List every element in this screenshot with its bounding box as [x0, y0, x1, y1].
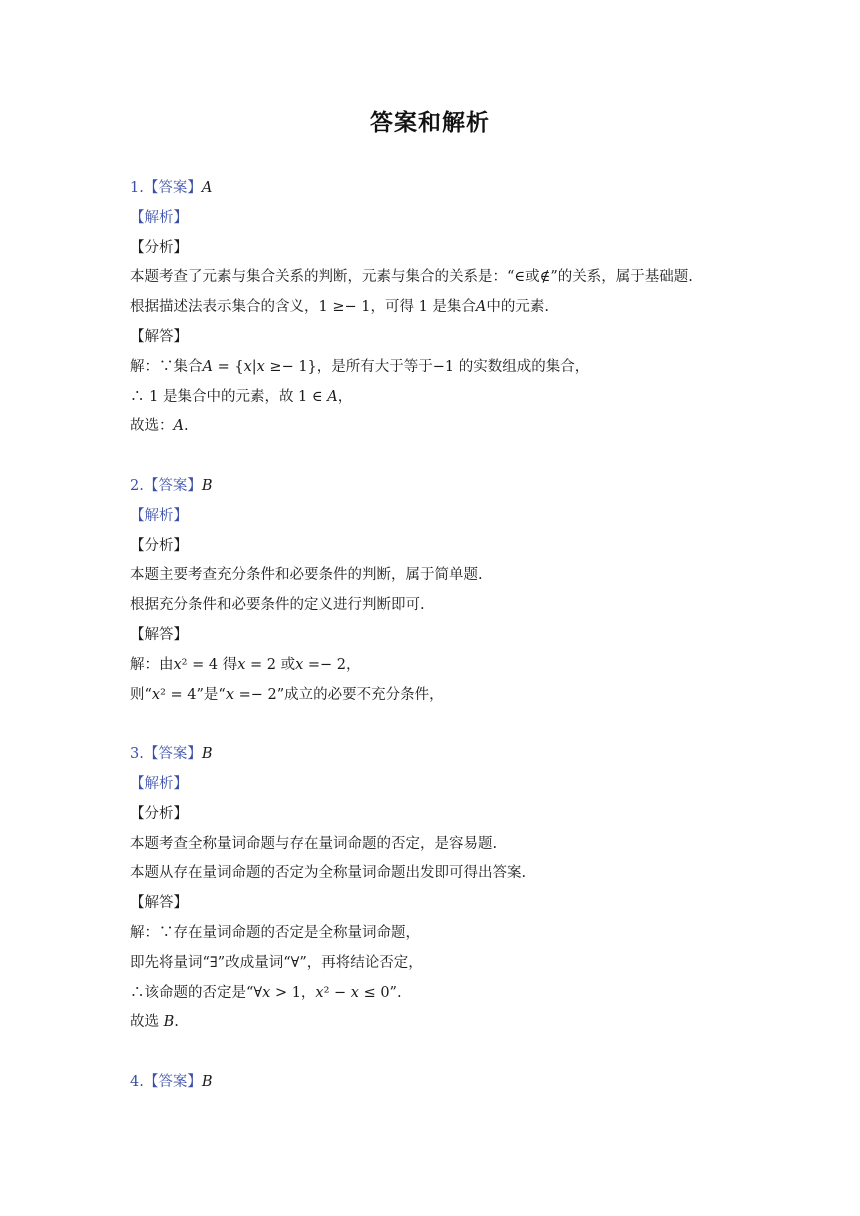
answer-content [130, 174, 750, 1098]
q4-answer-line [130, 1068, 750, 1098]
q3-answer-line [130, 740, 750, 770]
q2-answer-line [130, 472, 750, 502]
q1-answer-value: A [201, 180, 213, 196]
q2-jieda-header: 【解答】 [130, 626, 188, 643]
q3-answer-value: B [201, 746, 213, 763]
q3-fenxi-line: 本题从存在量词命题的否定为全称量词命题出发即可得出答案. [130, 865, 527, 882]
q1-answer-label: 1.【答案】 [130, 180, 202, 196]
q2-answer-label: 2.【答案】 [130, 477, 202, 494]
q1-jieda-header: 【解答】 [130, 328, 188, 345]
spacer [130, 442, 750, 472]
q3-fenxi-header: 【分析】 [130, 805, 188, 822]
q3-jieda-line: 故选 𝐵. [130, 1014, 179, 1031]
q3-jieda-header: 【解答】 [130, 895, 188, 912]
q2-fenxi-line: 本题主要考查充分条件和必要条件的判断，属于简单题. [130, 567, 483, 584]
q1-fenxi-line: 本题考查了元素与集合关系的判断，元素与集合的关系是：“∈或∉”的关系，属于基础题. [130, 269, 693, 286]
q3-jieda-line: 解：∵存在量词命题的否定是全称量词命题， [130, 924, 420, 941]
spacer [130, 710, 750, 740]
q1-answer-line [130, 174, 750, 204]
q1-jieda-line: 故选：𝐴. [130, 418, 189, 435]
q4-answer-value: B [201, 1073, 213, 1090]
q4-answer-label: 4.【答案】 [130, 1073, 202, 1090]
q2-jieda-line: 则“𝑥² = 4”是“𝑥 =− 2”成立的必要不充分条件， [130, 686, 444, 703]
q2-fenxi-line: 根据充分条件和必要条件的定义进行判断即可. [130, 597, 425, 614]
q2-jieda-line: 解：由𝑥² = 4 得𝑥 = 2 或𝑥 =− 2， [130, 656, 361, 673]
q3-jieda-line: 即先将量词“∃”改成量词“∀”，再将结论否定， [130, 954, 423, 971]
q3-jieda-line: ∴该命题的否定是“∀𝑥 > 1，𝑥² − 𝑥 ≤ 0”. [130, 984, 402, 1001]
q1-analysis-header: 【解析】 [130, 209, 188, 226]
q1-jieda-line: ∴ 1 是集合中的元素，故 1 ∈ 𝐴， [130, 388, 353, 405]
q3-answer-label: 3.【答案】 [130, 746, 202, 763]
q2-fenxi-header: 【分析】 [130, 537, 188, 554]
q1-fenxi-header: 【分析】 [130, 239, 188, 256]
q3-analysis-header: 【解析】 [130, 775, 188, 792]
q1-fenxi-line: 根据描述法表示集合的含义，1 ≥− 1，可得 1 是集合𝐴中的元素. [130, 299, 549, 316]
spacer [130, 1038, 750, 1068]
q2-answer-value: B [201, 477, 213, 494]
q1-jieda-line: 解：∵集合𝐴 = {𝑥|𝑥 ≥− 1}，是所有大于等于−1 的实数组成的集合， [130, 358, 590, 375]
q3-fenxi-line: 本题考查全称量词命题与存在量词命题的否定，是容易题. [130, 835, 498, 852]
page-title: 答案和解析 [370, 110, 490, 136]
q2-analysis-header: 【解析】 [130, 507, 188, 524]
